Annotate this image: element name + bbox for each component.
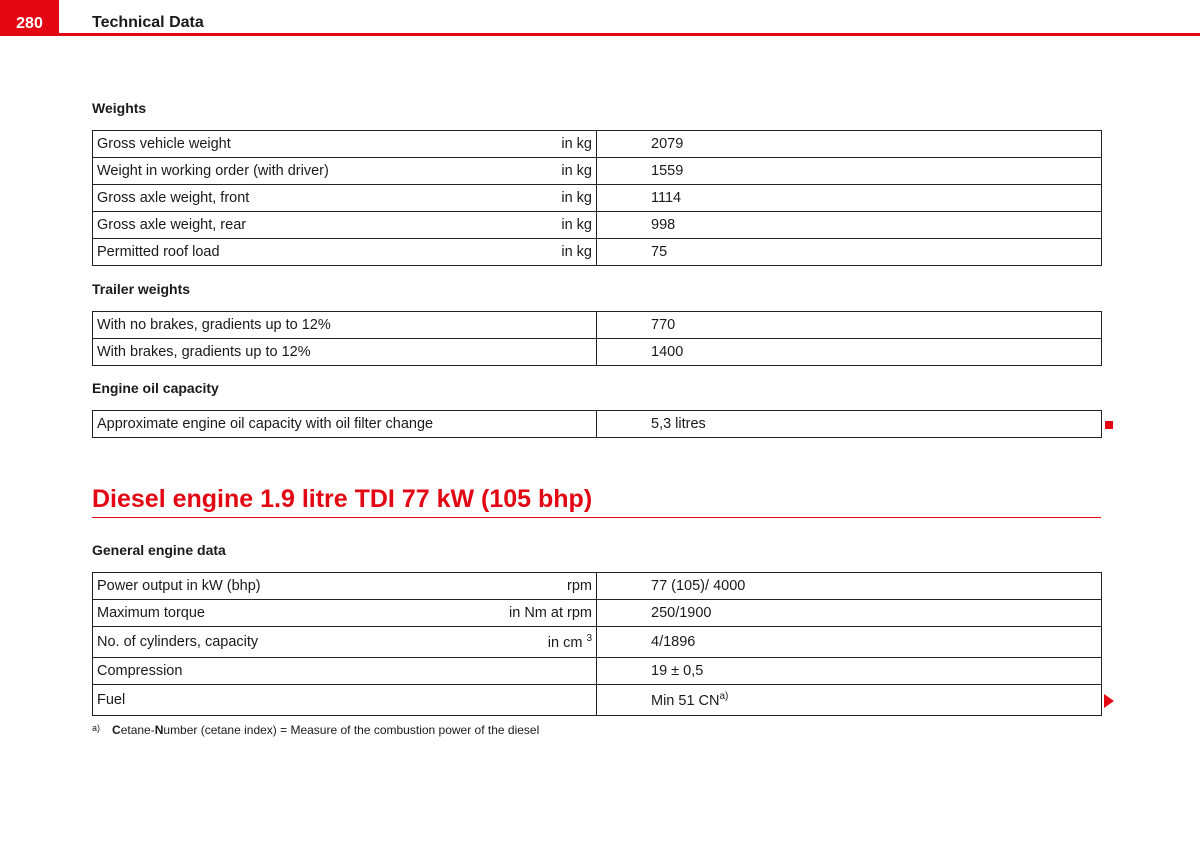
row-unit: rpm (493, 573, 597, 600)
footnote-text-2: umber (cetane index) = Measure of the combustion power of the diesel (163, 723, 540, 737)
table-row (93, 239, 1102, 266)
row-unit (493, 627, 597, 658)
row-unit: in kg (493, 185, 597, 212)
general-engine-heading: General engine data (92, 542, 226, 558)
row-unit: in kg (493, 212, 597, 239)
footnote-text-1: etane- (120, 723, 155, 737)
row-label: No. of cylinders, capacity (93, 627, 493, 658)
section-title-rule (92, 517, 1101, 518)
row-value: 2079 (597, 131, 1102, 158)
trailer-weights-heading: Trailer weights (92, 281, 191, 297)
row-unit (493, 658, 597, 685)
row-value: 998 (597, 212, 1102, 239)
row-label: Gross vehicle weight (93, 131, 493, 158)
continue-arrow-icon (1104, 694, 1114, 708)
row-unit: in kg (493, 131, 597, 158)
row-label: With brakes, gradients up to 12% (93, 339, 597, 366)
table-row (93, 339, 1102, 366)
trailer-weights-table (92, 311, 1102, 366)
row-label: With no brakes, gradients up to 12% (93, 312, 597, 339)
footnote-bold-c: C (112, 723, 121, 737)
table-row (93, 573, 1102, 600)
row-value: 77 (105)/ 4000 (597, 573, 1102, 600)
row-label: Gross axle weight, rear (93, 212, 493, 239)
table-row (93, 411, 1102, 438)
row-value: 770 (597, 312, 1102, 339)
unit-text: in cm (547, 634, 583, 651)
footnote-bold-n: N (154, 723, 164, 737)
row-label: Maximum torque (93, 600, 493, 627)
weights-heading: Weights (92, 100, 147, 116)
table-row (93, 685, 1102, 716)
general-engine-table (92, 572, 1102, 716)
engine-oil-table (92, 410, 1102, 438)
row-value: 5,3 litres (597, 411, 1102, 438)
row-label: Fuel (93, 685, 493, 716)
table-row (93, 627, 1102, 658)
row-label: Approximate engine oil capacity with oil filter change (93, 411, 597, 438)
row-value (597, 685, 1102, 716)
row-label: Power output in kW (bhp) (93, 573, 493, 600)
engine-oil-heading: Engine oil capacity (92, 380, 219, 396)
row-value: 1559 (597, 158, 1102, 185)
footnote-marker: a) (92, 723, 101, 733)
unit-superscript: 3 (586, 633, 592, 645)
section-title: Diesel engine 1.9 litre TDI 77 kW (105 bhp) (92, 485, 593, 513)
row-label: Compression (93, 658, 493, 685)
table-row (93, 185, 1102, 212)
table-row (93, 131, 1102, 158)
row-label: Permitted roof load (93, 239, 493, 266)
row-unit (493, 685, 597, 716)
row-unit: in Nm at rpm (493, 600, 597, 627)
row-value: 1114 (597, 185, 1102, 212)
row-value: 19 ± 0,5 (597, 658, 1102, 685)
header-title: Technical Data (92, 14, 204, 31)
row-label: Gross axle weight, front (93, 185, 493, 212)
table-row (93, 212, 1102, 239)
section-end-marker-icon (1105, 421, 1113, 429)
table-row (93, 600, 1102, 627)
table-row (93, 312, 1102, 339)
table-row (93, 158, 1102, 185)
row-value: 250/1900 (597, 600, 1102, 627)
table-row (93, 658, 1102, 685)
row-value: 75 (597, 239, 1102, 266)
row-unit: in kg (493, 239, 597, 266)
page-number: 280 (0, 0, 59, 36)
weights-table (92, 130, 1102, 266)
footnote-reference: a) (719, 691, 729, 703)
value-text: Min 51 CN (651, 692, 720, 709)
row-value: 4/1896 (597, 627, 1102, 658)
header-rule (59, 33, 1200, 36)
row-value: 1400 (597, 339, 1102, 366)
footnote (92, 723, 539, 737)
row-unit: in kg (493, 158, 597, 185)
row-label: Weight in working order (with driver) (93, 158, 493, 185)
